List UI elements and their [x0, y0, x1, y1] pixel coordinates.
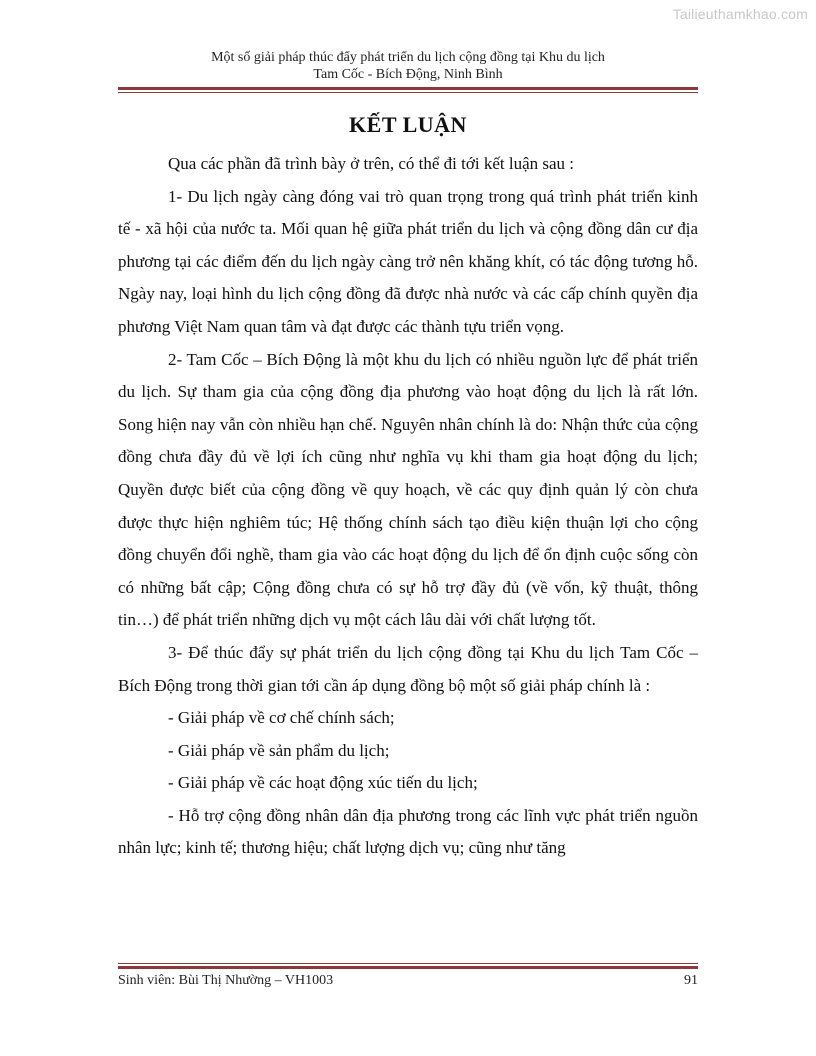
header-rule-thick	[118, 87, 698, 90]
paragraph-4: - Hỗ trợ cộng đồng nhân dân địa phương trong các lĩnh vực phát triển nguồn nhân lực; kinh tế; thương hiệu; chất lượng dịch vụ; cũng như tăng	[118, 805, 698, 858]
header-line-1: Một số giải pháp thúc đẩy phát triển du lịch cộng đồng tại Khu du lịch	[211, 50, 605, 65]
document-body	[118, 148, 698, 865]
footer-rule-thick	[118, 966, 698, 969]
list-item: - Giải pháp về các hoạt động xúc tiến du lịch;	[168, 773, 478, 793]
intro-paragraph: Qua các phần đã trình bày ở trên, có thể đi tới kết luận sau :	[168, 154, 575, 173]
paragraph-3: 3- Để thúc đẩy sự phát triển du lịch cộng đồng tại Khu du lịch Tam Cốc – Bích Động trong thời gian tới cần áp dụng đồng bộ một số giải pháp chính là :	[118, 642, 698, 695]
header-line-2: Tam Cốc - Bích Động, Ninh Bình	[313, 67, 503, 82]
page-footer	[118, 973, 698, 989]
running-header	[118, 49, 698, 83]
page-title: KẾT LUẬN	[349, 112, 467, 137]
student-name: Sinh viên: Bùi Thị Nhường – VH1003	[118, 973, 334, 988]
footer-rule-thin	[118, 963, 698, 964]
list-item: - Giải pháp về sản phẩm du lịch;	[168, 740, 390, 760]
paragraph-1: 1- Du lịch ngày càng đóng vai trò quan trọng trong quá trình phát triển kinh tế - xã hội của nước ta. Mối quan hệ giữa phát triển du lịch và cộng đồng dân cư địa phương tại các điểm đến du lịch ngày càng trở nên khăng khít, có tác động tương hỗ. Ngày nay, loại hình du lịch cộng đồng đã được nhà nước và các cấp chính quyền địa phương Việt Nam quan tâm và đạt được các thành tựu triển vọng.	[118, 186, 698, 336]
page-number: 91	[684, 973, 698, 988]
watermark: Tailieuthamkhao.com	[672, 6, 808, 22]
paragraph-2: 2- Tam Cốc – Bích Động là một khu du lịch có nhiều nguồn lực để phát triển du lịch. Sự tham gia của cộng đồng địa phương vào hoạt động du lịch là rất lớn. Song hiện nay vẫn còn nhiều hạn chế. Nguyên nhân chính là do: Nhận thức của cộng đồng chưa đầy đủ về lợi ích cũng như nghĩa vụ khi tham gia hoạt động du lịch; Quyền được biết của cộng đồng về quy hoạch, về các quy định quản lý còn chưa được thực hiện nghiêm túc; Hệ thống chính sách tạo điều kiện thuận lợi cho cộng đồng chuyển đổi nghề, tham gia vào các hoạt động du lịch để ổn định cuộc sống còn có những bất cập; Cộng đồng chưa có sự hỗ trợ đầy đủ (về vốn, kỹ thuật, thông tin…) để phát triển những dịch vụ một cách lâu dài với chất lượng tốt.	[118, 349, 698, 630]
list-item: - Giải pháp về cơ chế chính sách;	[168, 708, 395, 728]
header-rule-thin	[118, 92, 698, 93]
